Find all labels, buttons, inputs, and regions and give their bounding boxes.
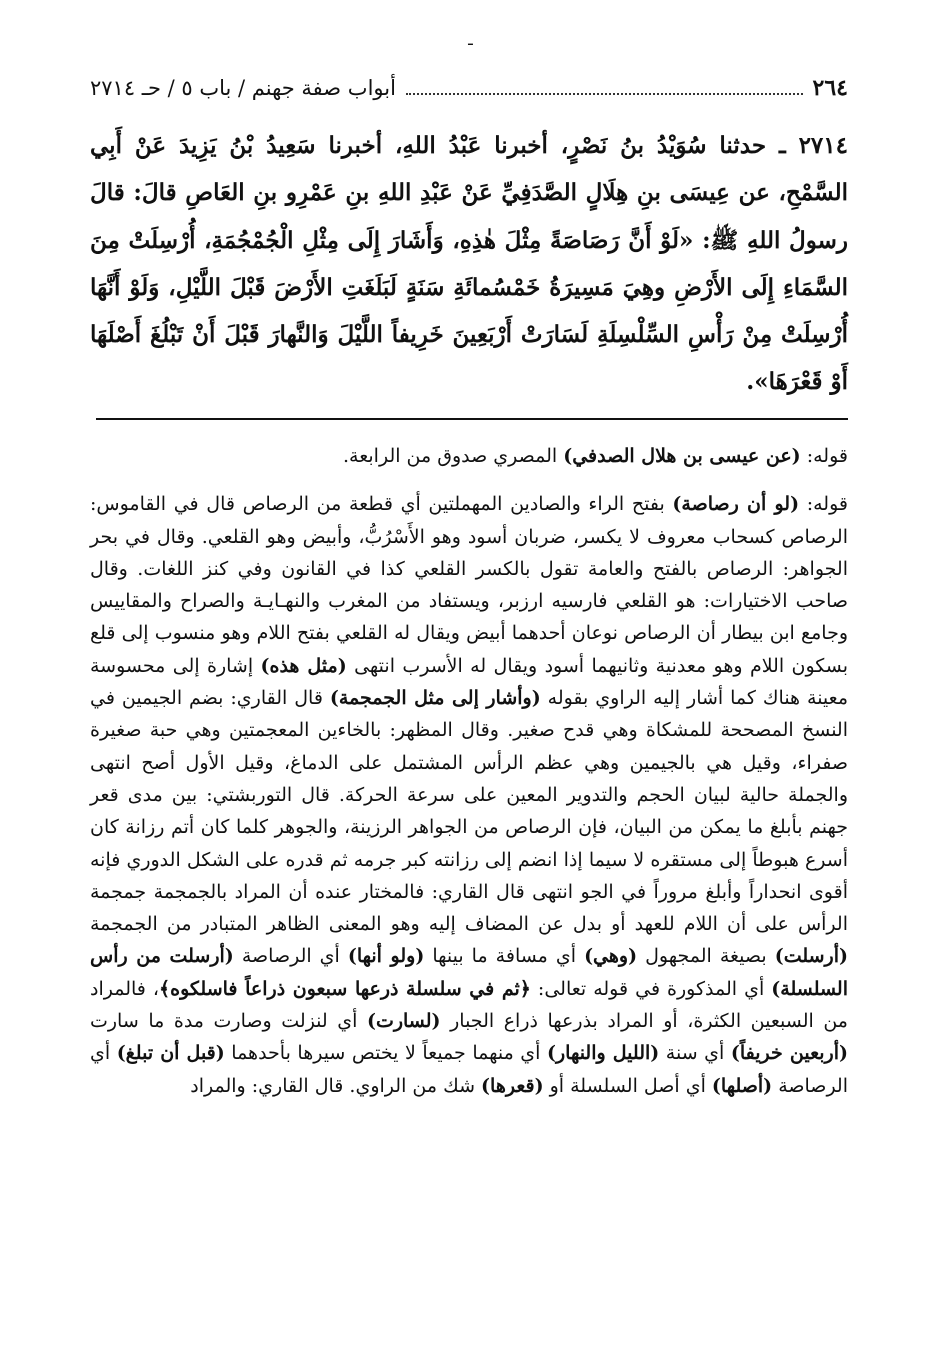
quoted-phrase: (أرسلت) xyxy=(774,945,849,968)
commentary-text: أي أصل السلسلة أو xyxy=(543,1074,712,1097)
commentary-paragraph-2 xyxy=(90,488,848,1102)
commentary-lead: قوله: xyxy=(799,493,848,516)
quoted-phrase: (أربعين خريفاً) xyxy=(730,1042,848,1065)
running-title: أبواب صفة جهنم / باب ٥ / حـ ٢٧١٤ xyxy=(90,76,396,100)
commentary-text: أي لنزلت وصارت مدة ما سارت xyxy=(90,1010,367,1033)
quoted-phrase: (قعرها) xyxy=(481,1074,544,1097)
running-header xyxy=(90,75,848,103)
commentary-text: أي منهما جميعاً لا يختص سيرها بأحدهما xyxy=(224,1042,547,1065)
quoted-phrase: (أرسلت من رأس السلسلة) xyxy=(90,945,849,1000)
commentary-lead: قوله: xyxy=(800,445,848,467)
quoted-phrase: (وأشار إلى مثل الجمجمة) xyxy=(329,687,541,710)
quoted-phrase: (الليل والنهار) xyxy=(546,1042,660,1065)
quoted-phrase: (لسارت) xyxy=(366,1010,441,1033)
commentary-text: أي مسافة ما بينها xyxy=(424,945,585,968)
quran-verse: ﴿ثم في سلسلة ذرعها سبعون ذراعاً فاسلكوه﴾ xyxy=(159,977,531,1000)
commentary-text: شك من الراوي. قال القاري: والمراد xyxy=(190,1074,482,1097)
commentary xyxy=(90,440,848,1102)
hadith-body: ـ حدثنا سُوَيْدُ بنُ نَصْرٍ، أخبرنا عَبْدُ اللهِ، أخبرنا سَعِيدُ بْنُ يَزِيدَ عَنْ أَبِي السَّمْحِ، عن عِيسَى بنِ هِلَالٍ الصَّدَفِيِّ عَنْ عَبْدِ اللهِ بنِ عَمْرِو بنِ العَاصِ قالَ: قالَ رسولُ اللهِ ﷺ: «لَوْ أَنَّ رَصَاصَةً مِثْلَ هٰذِهِ، وَأَشَارَ إِلَى مِثْلِ الْجُمْجُمَةِ، أُرْسِلَتْ مِنَ السَّمَاءِ إِلَى الأَرْضِ وهِيَ مَسِيرَةُ خَمْسُمائَةِ سَنَةٍ لَبَلَغَتِ الأَرْضَ قَبْلَ اللَّيْلِ، وَلَوْ أَنَّهَا أُرْسِلَتْ مِنْ رَأْسِ السِّلْسِلَةِ لَسَارَتْ أَرْبَعِينَ خَرِيفاً اللَّيْلَ وَالنَّهارَ قَبْلَ أَنْ تَبْلُغَ أَصْلَهَا أَوْ قَعْرَهَا». xyxy=(90,132,848,396)
commentary-text: المصري صدوق من الرابعة. xyxy=(343,445,564,467)
commentary-text: بصيغة المجهول xyxy=(637,945,775,968)
commentary-paragraph-1 xyxy=(90,440,848,472)
commentary-text: أي المذكورة في قوله تعالى: xyxy=(530,977,772,1000)
hadith-number: ٢٧١٤ xyxy=(798,132,848,159)
quoted-phrase: (أصلها) xyxy=(711,1074,773,1097)
quoted-phrase: (مثل هذه) xyxy=(260,654,347,677)
quoted-phrase: (ولو أنها) xyxy=(347,945,425,968)
separator-rule xyxy=(96,418,848,420)
hadith-text xyxy=(90,122,848,406)
commentary-text: إشارة إلى محسوسة معينة هناك كما أشار إليه الراوي بقوله xyxy=(90,654,849,710)
quoted-phrase: (عن عيسى بن هلال الصدفي) xyxy=(563,445,801,467)
commentary-text: أي الرصاصة xyxy=(90,1042,848,1097)
quoted-phrase: (وهي) xyxy=(584,945,638,968)
commentary-text: أي الرصاصة xyxy=(233,945,348,968)
page-number: ٢٦٤ xyxy=(812,75,848,101)
commentary-text: أي سنة xyxy=(659,1042,731,1065)
commentary-text: بفتح الراء والصادين المهملتين أي قطعة من الرصاص قال في القاموس: الرصاص كسحاب معروف لا يكسر، ضربان أسود وهو الأَسْرُبُّ، وأبيض وهو القلعي. وقال في بحر الجواهر: الرصاص بالفتح والعامة تقول بالكسر القلعي كذا في القانون وفي كنز اللغات. وقال صاحب الاختيارات: هو القلعي فارسيه ارزبر، ويستفاد من المغرب والنهـايـة والصراح والمقاييس وجامع ابن بيطار أن الرصاص نوعان أحدهما أبيض ويقال له القلعي بفتح اللام وهو منسوب إلى قلع بسكون اللام وهو معدنية وثانيهما أسود ويقال له الأسرب انتهى xyxy=(90,493,848,677)
commentary-text: ، فالمراد من السبعين الكثرة، أو المراد بذرعها ذراع الجبار xyxy=(90,977,848,1033)
quoted-phrase: (قبل أن تبلغ) xyxy=(116,1042,225,1065)
quoted-phrase: (لو أن رصاصة) xyxy=(672,493,800,516)
commentary-text: قال القاري: بضم الجيمين في النسخ المصححة للمشكاة وهي قدح صغير. وقال المظهر: بالخاءين المعجمتين وهي حبة صغيرة صفراء، وقيل هي بالجيمين وهي عظم الرأس المشتمل على الدماغ، وقيل الأول أصح انتهى والجملة حالية لبيان الحجم والتدوير المعين على سرعة الحركة. قال التوربشتي: بين مدى قعر جهنم بأبلغ ما يمكن من البيان، فإن الرصاص من الجواهر الرزينة، والجوهر كلما كان أتم رزانة كان أسرع هبوطاً إلى مستقره لا سيما إذا انضم إلى رزانته كبر جرمه ثم قدره على الشكل الدوري فإنه أقوى انحداراً وأبلغ مروراً في الجو انتهى قال القاري: فالمختار عنده أن المراد بالجمجمة جمجمة الرأس على أن اللام للعهد أو بدل عن المضاف إليه وهو المعنى الظاهر المتبادر من الجمجمة xyxy=(90,687,848,936)
dotted-leader xyxy=(406,79,803,95)
top-mark: ـ xyxy=(468,30,473,49)
